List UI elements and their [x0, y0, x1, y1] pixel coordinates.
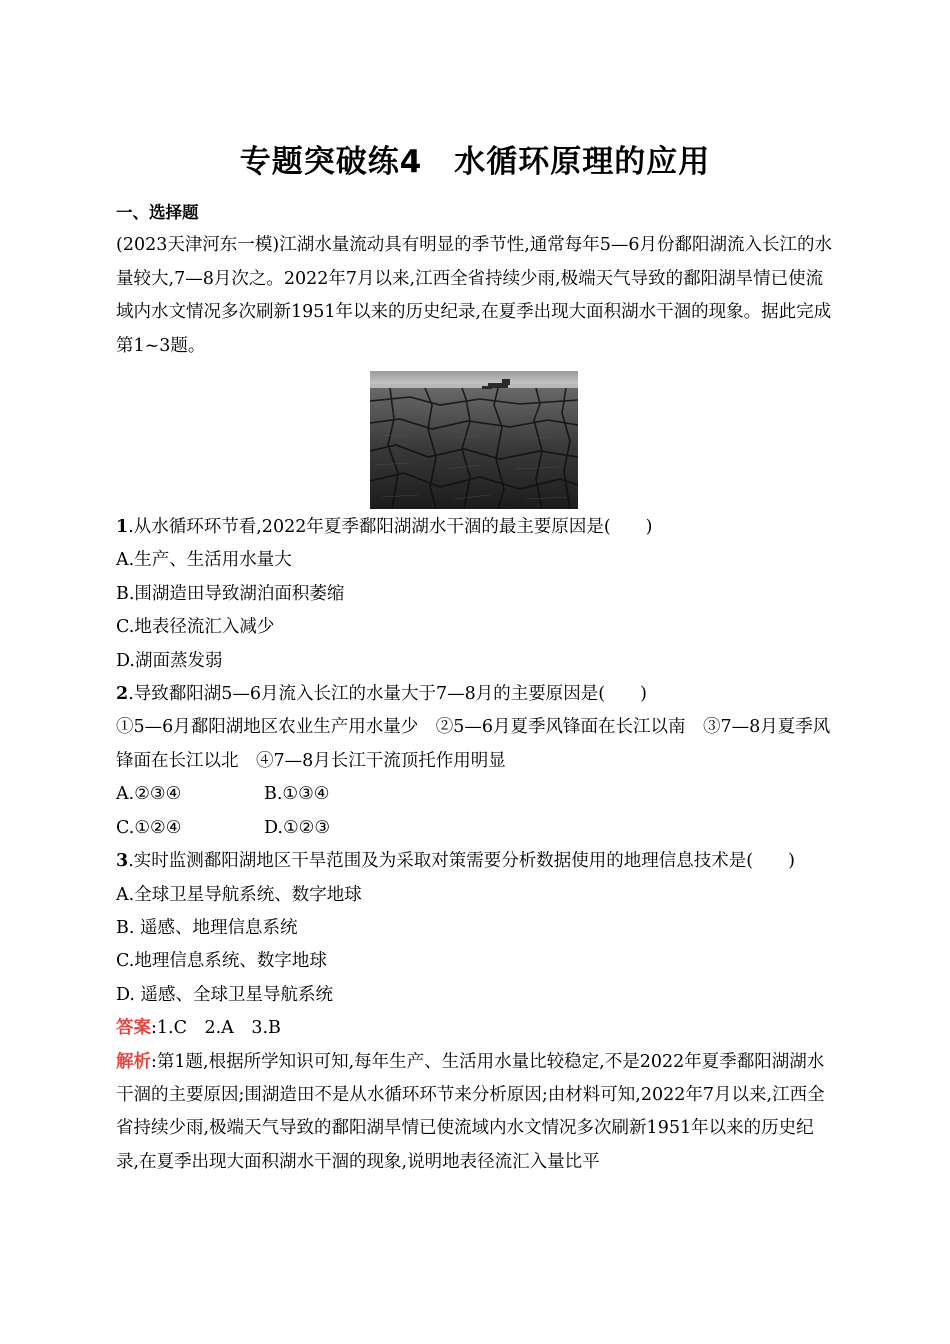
answer-text: :1.C 2.A 3.B [151, 1018, 281, 1039]
analysis-label: 解析 [116, 1051, 151, 1072]
question-number: 3 [116, 851, 129, 872]
analysis-text: :第1题,根据所学知识可知,每年生产、生活用水量比较稳定,不是2022年夏季鄱阳湖湖水干涸的主要原因;围湖造田不是从水循环环节来分析原因;由材料可知,2022年7月以来,江西全省持续少雨,极端天气导致的鄱阳湖旱情已使流域内水文情况多次刷新1951年以来的历史纪录,在夏季出现大面积湖水干涸的现象,说明地表径流汇入量比平 [116, 1051, 825, 1172]
option-row [116, 812, 836, 845]
question-stem: .从水循环环节看,2022年夏季鄱阳湖湖水干涸的最主要原因是( ) [128, 517, 653, 538]
question-statements: ①5—6月鄱阳湖地区农业生产用水量少 ②5—6月夏季风锋面在长江以南 ③7—8月夏季风锋面在长江以北 ④7—8月长江干流顶托作用明显 [116, 717, 831, 771]
answer-line [116, 1012, 836, 1045]
option-row [116, 778, 836, 811]
question-number: 1 [116, 517, 129, 538]
question-3 [116, 845, 836, 878]
option-c: C.地表径流汇入减少 [116, 617, 275, 638]
question-stem: .实时监测鄱阳湖地区干旱范围及为采取对策需要分析数据使用的地理信息技术是( ) [128, 851, 795, 872]
question-1 [116, 511, 836, 544]
document-body [116, 196, 836, 1179]
option-c: C.地理信息系统、数字地球 [116, 951, 327, 972]
intro-paragraph: (2023天津河东一模)江湖水量流动具有明显的季节性,通常每年5—6月份鄱阳湖流入长江的水量较大,7—8月次之。2022年7月以来,江西全省持续少雨,极端天气导致的鄱阳湖旱情已使流域内水文情况多次刷新1951年以来的历史纪录,在夏季出现大面积湖水干涸的现象。据此完成第1~3题。 [116, 235, 833, 356]
option-b: B. 遥感、地理信息系统 [116, 917, 298, 938]
question-stem: .导致鄱阳湖5—6月流入长江的水量大于7—8月的主要原因是( ) [128, 684, 647, 705]
option-b: B.围湖造田导致湖泊面积萎缩 [116, 583, 345, 604]
page-title: 专题突破练4 水循环原理的应用 [239, 144, 711, 180]
figure-container [116, 363, 836, 511]
analysis-paragraph [116, 1046, 836, 1180]
answer-label: 答案 [116, 1018, 151, 1039]
option-d: D.湖面蒸发弱 [116, 650, 223, 671]
option-d: D. 遥感、全球卫星导航系统 [116, 984, 334, 1005]
option-d: D.①②③ [264, 817, 331, 838]
option-a: A.②③④ [116, 784, 182, 805]
question-number: 2 [116, 684, 129, 705]
question-2 [116, 678, 836, 711]
cracked-lakebed-photo [370, 371, 578, 509]
option-b: B.①③④ [264, 784, 330, 805]
section-heading: 一、选择题 [116, 203, 199, 222]
option-a: A.全球卫星导航系统、数字地球 [116, 884, 362, 905]
option-a: A.生产、生活用水量大 [116, 550, 292, 571]
option-c: C.①②④ [116, 817, 182, 838]
